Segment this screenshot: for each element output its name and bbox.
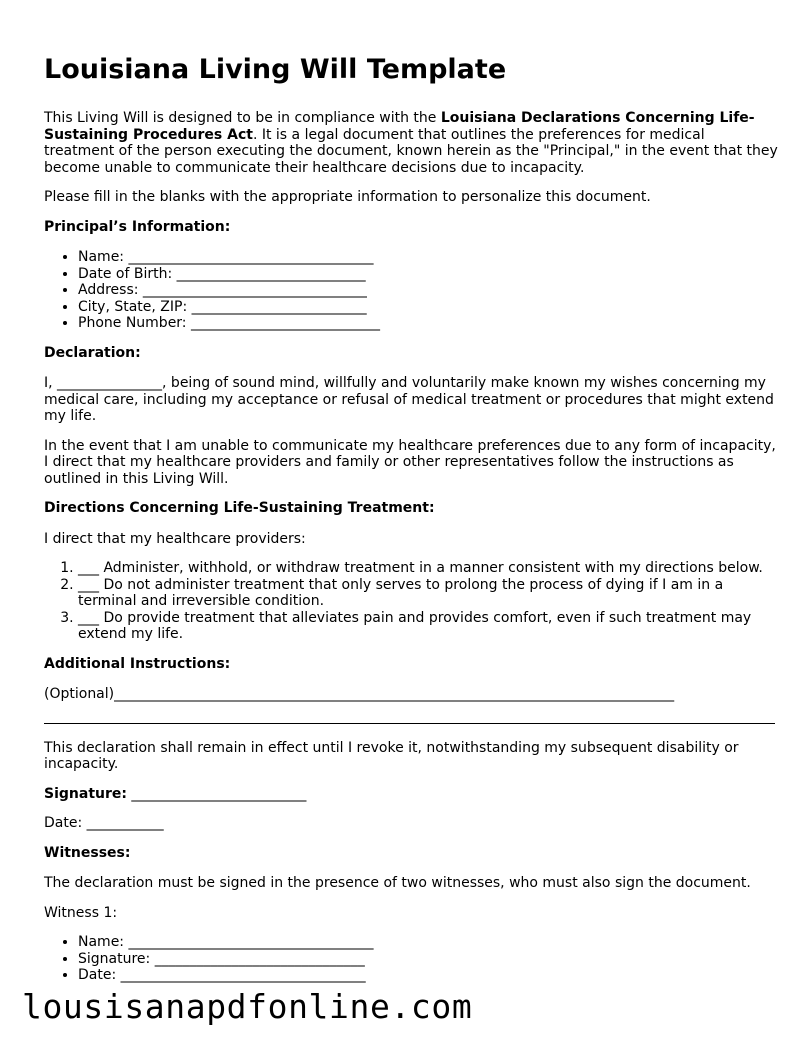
witness-1-signature-field: • Signature: ______________________________ (78, 951, 779, 968)
witnesses-heading: Witnesses: (44, 844, 131, 861)
additional-instructions-heading: Additional Instructions: (44, 655, 231, 672)
document-title: Louisiana Living Will Template (44, 54, 507, 85)
principal-dob-field: • Date of Birth: ___________________________ (78, 266, 779, 283)
principal-name-field: • Name: ___________________________________ (78, 249, 779, 266)
direction-item-2: 2. ___ Do not administer treatment that only serves to prolong the process of dying if I am in a terminal and irreversible condition. (78, 577, 779, 610)
signature-line (44, 786, 779, 803)
intro-text-before: This Living Will is designed to be in compliance with the (44, 110, 441, 126)
principal-heading: Principal’s Information: (44, 218, 231, 235)
witnesses-statement: The declaration must be signed in the presence of two witnesses, who must also sign the document. (44, 875, 751, 891)
direction-item-1: 1. ___ Administer, withhold, or withdraw treatment in a manner consistent with my directions below. (78, 560, 779, 577)
signature-blank: _________________________ (126, 785, 307, 802)
declaration-paragraph-2: In the event that I am unable to communicate my healthcare preferences due to any form of incapacity, I direct that my healthcare providers and family or other representatives follow the instructions as outlined in this Living Will. (44, 437, 776, 487)
declaration-paragraph-1: I, _______________, being of sound mind, willfully and voluntarily make known my wishes concerning my medical care, including my acceptance or refusal of medical treatment or procedures that might extend my life. (44, 375, 774, 424)
witness-1-list (44, 934, 779, 984)
witness-1-label: Witness 1: (44, 904, 118, 921)
additional-instructions-rule (44, 723, 775, 724)
fill-instruction: Please fill in the blanks with the appropriate information to personalize this document. (44, 189, 651, 205)
principal-city-state-zip-field: • City, State, ZIP: _________________________ (78, 299, 779, 316)
directions-intro: I direct that my healthcare providers: (44, 530, 306, 547)
signature-date-line: Date: ___________ (44, 815, 164, 831)
effect-statement: This declaration shall remain in effect until I revoke it, notwithstanding my subsequent disability or incapacity. (44, 739, 739, 772)
intro-text-after: . It is a legal document that outlines the preferences for medical treatment of the person executing the document, known herein as the "Principal," in the event that they become unable to communicate their healthcare decisions due to incapacity. (44, 126, 778, 176)
witness-1-date-field: • Date: ___________________________________ (78, 967, 779, 984)
directions-list (44, 560, 779, 643)
act-name: Louisiana Declarations Concerning Life-Sustaining Procedures Act (44, 110, 755, 143)
declaration-heading: Declaration: (44, 344, 141, 361)
witness-1-name-field: • Name: ___________________________________ (78, 934, 779, 951)
principal-address-field: • Address: ________________________________ (78, 282, 779, 299)
principal-info-list (44, 249, 779, 332)
directions-heading: Directions Concerning Life-Sustaining Treatment: (44, 500, 435, 516)
additional-instructions-line: (Optional)________________________________________________________________________________ (44, 686, 675, 702)
document-page (44, 52, 779, 997)
signature-label: Signature: (44, 785, 127, 802)
principal-phone-field: • Phone Number: ___________________________ (78, 315, 779, 332)
site-watermark: lousisanapdfonline.com (22, 987, 473, 1026)
direction-item-3: 3. ___ Do provide treatment that alleviates pain and provides comfort, even if such treatment may extend my life. (78, 610, 779, 643)
intro-paragraph (44, 110, 779, 176)
